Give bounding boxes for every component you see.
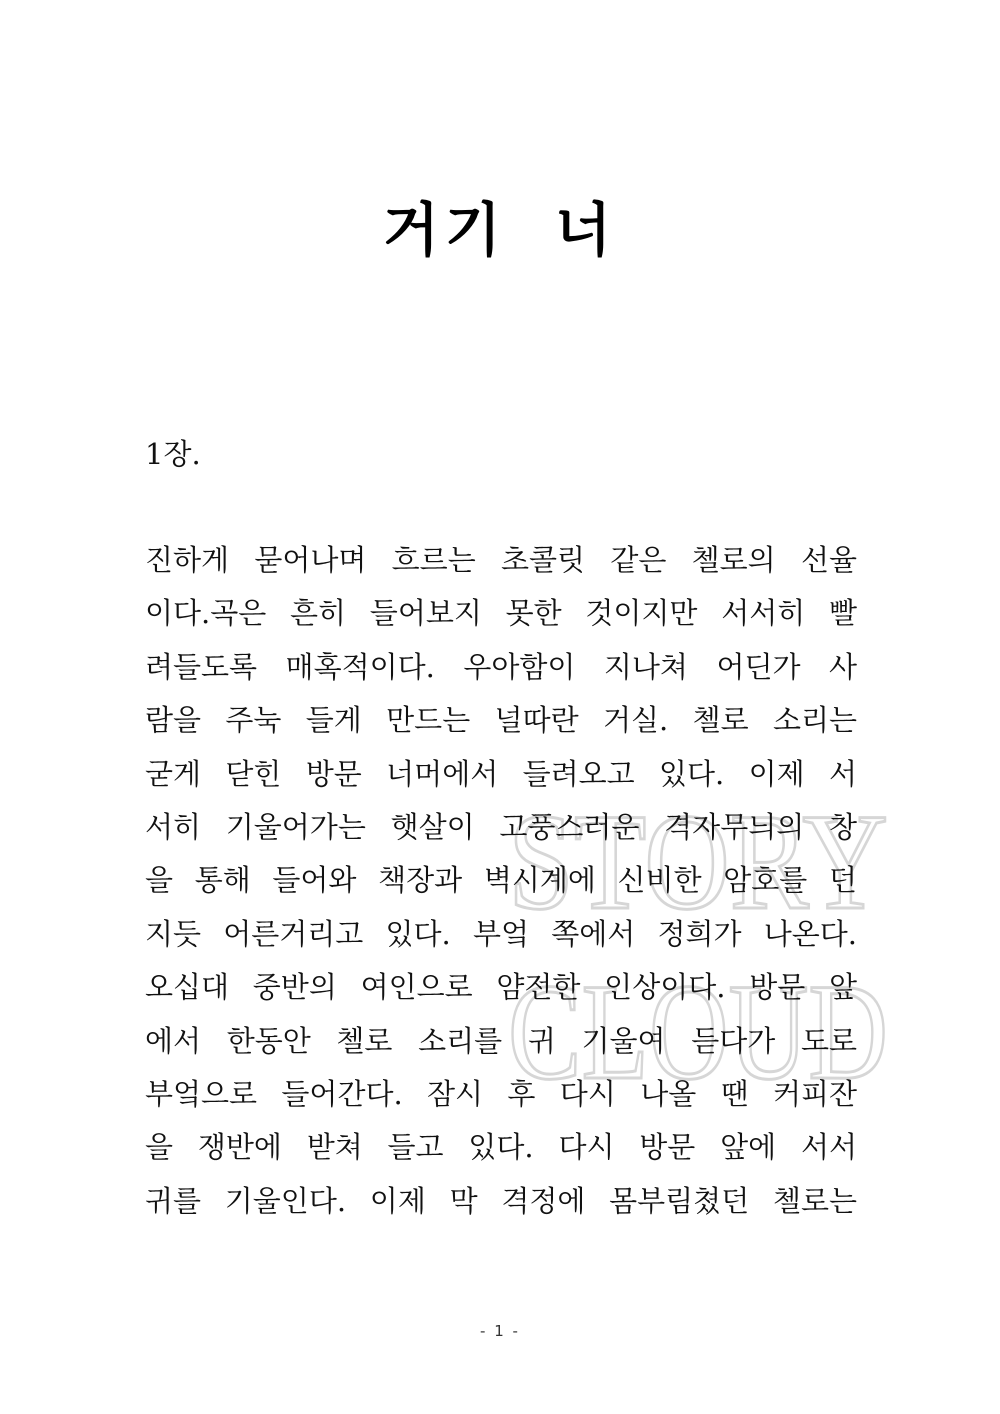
watermark-line-cloud: CLOUD [508,955,888,1108]
body-line: 서히 기울어가는 햇살이 고풍스러운 격자무늬의 창 [145,809,857,844]
body-line: 을 통해 들어와 책장과 벽시계에 신비한 암호를 던 [145,863,857,898]
body-line: 람을 주눅 들게 만드는 널따란 거실. 첼로 소리는 [145,703,857,738]
body-line: 이다.곡은 흔히 들어보지 못한 것이지만 서서히 빨 [145,596,857,631]
body-line: 에서 한동안 첼로 소리를 귀 기울여 듣다가 도로 [145,1023,857,1058]
body-line: 귀를 기울인다. 이제 막 격정에 몸부림쳤던 첼로는 [145,1183,857,1218]
body-line: 오십대 중반의 여인으로 얌전한 인상이다. 방문 앞 [145,970,857,1005]
body-line: 려들도록 매혹적이다. 우아함이 지나쳐 어딘가 사 [145,649,857,684]
body-line: 굳게 닫힌 방문 너머에서 들려오고 있다. 이제 서 [145,756,857,791]
body-text [145,540,857,1234]
document-title: 거기 너 [382,196,618,264]
body-line: 부엌으로 들어간다. 잠시 후 다시 나올 땐 커피잔 [145,1076,857,1111]
chapter-heading: 1장. [145,437,201,471]
page-number: - 1 - [480,1322,520,1340]
watermark-line-story: STORY [508,790,888,938]
body-line: 지듯 어른거리고 있다. 부엌 쪽에서 정희가 나온다. [145,916,857,951]
body-line: 진하게 묻어나며 흐르는 초콜릿 같은 첼로의 선율 [145,543,857,577]
body-line: 을 쟁반에 받쳐 들고 있다. 다시 방문 앞에 서서 [145,1130,857,1165]
